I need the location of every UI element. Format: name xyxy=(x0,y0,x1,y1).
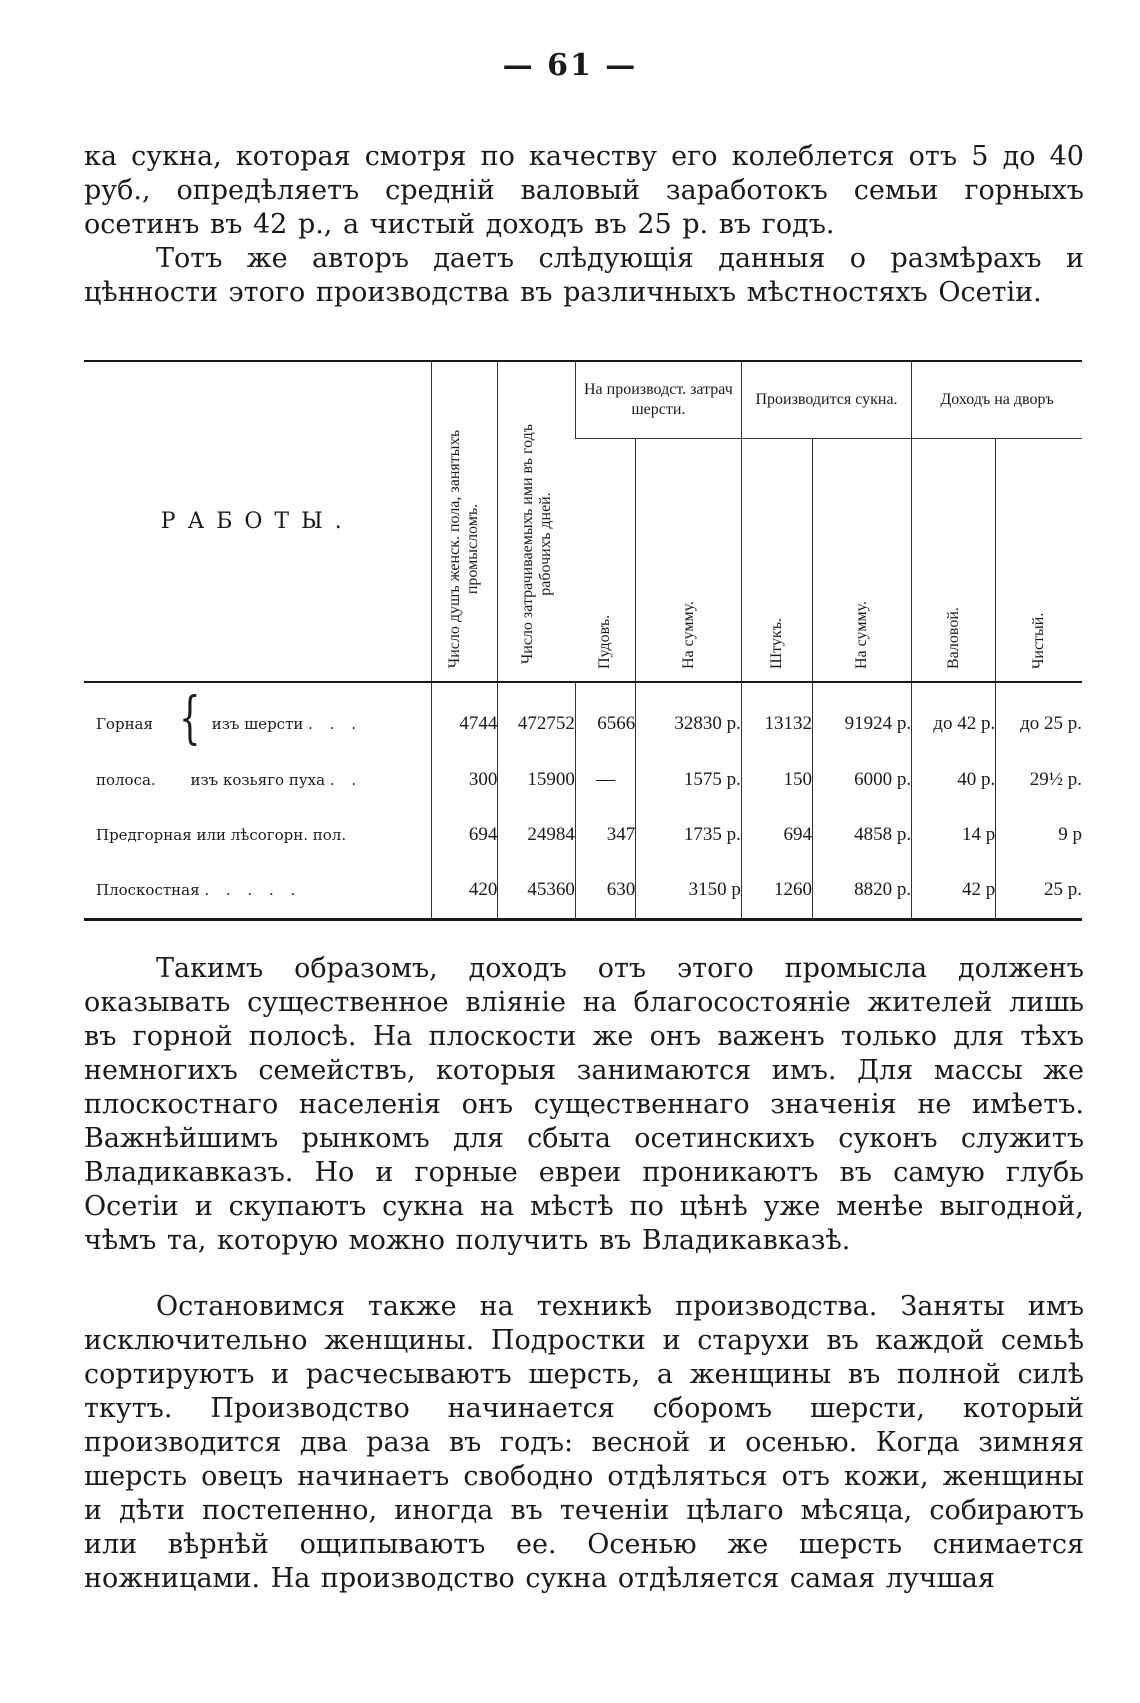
header-sum-cloth xyxy=(813,439,912,683)
cell-days: 24984 xyxy=(498,807,576,862)
group-label-bottom: полоса. xyxy=(96,770,156,789)
cell-days: 15900 xyxy=(498,752,576,807)
table-row xyxy=(84,682,1082,752)
paragraph-intro xyxy=(84,140,1084,310)
header-days-text: Число затрачиваемыхъ ими въ годъ рабочихъ дней. xyxy=(518,423,554,665)
header-souls xyxy=(431,362,498,682)
header-net-text: Чистый. xyxy=(1030,612,1048,669)
table-row xyxy=(84,807,1082,862)
cell-souls: 4744 xyxy=(431,682,498,752)
header-group-cloth: Производится сукна. xyxy=(741,362,911,439)
cell-net: до 25 р. xyxy=(996,682,1082,752)
row-label xyxy=(84,682,431,752)
production-table xyxy=(84,360,1082,921)
row-label xyxy=(84,807,431,862)
paragraph-intro-second: Тотъ же авторъ даетъ слѣдующiя данныя о размѣрахъ и цѣнности этого производства въ различныхъ мѣстностяхъ Осетiи. xyxy=(84,243,1084,308)
brace-icon: { xyxy=(179,686,201,751)
cell-days: 472752 xyxy=(498,682,576,752)
header-sum-wool-text: На сумму. xyxy=(679,601,697,669)
cell-pieces: 1260 xyxy=(741,863,812,918)
cell-sum-cloth: 8820 р. xyxy=(813,863,912,918)
cell-pieces: 694 xyxy=(741,807,812,862)
cell-souls: 420 xyxy=(431,863,498,918)
header-poods-text: Пудовъ. xyxy=(596,614,614,669)
cell-souls: 300 xyxy=(431,752,498,807)
cell-net: 9 р xyxy=(996,807,1082,862)
row-label-text: Предгорная или лѣсогорн. пол. xyxy=(96,826,347,845)
row-label-text: Плоскостная xyxy=(96,881,200,900)
cell-days: 45360 xyxy=(498,863,576,918)
header-works xyxy=(84,362,431,682)
header-pieces xyxy=(741,439,812,683)
cell-poods: — xyxy=(575,752,635,807)
cell-sum-cloth: 6000 р. xyxy=(813,752,912,807)
header-gross xyxy=(912,439,996,683)
cell-sum-wool: 1735 р. xyxy=(636,807,742,862)
cell-net: 29½ р. xyxy=(996,752,1082,807)
cell-souls: 694 xyxy=(431,807,498,862)
cell-sum-cloth: 4858 р. xyxy=(813,807,912,862)
row-dots: . . . . . xyxy=(204,881,302,900)
cell-sum-cloth: 91924 р. xyxy=(813,682,912,752)
table-row xyxy=(84,752,1082,807)
header-net xyxy=(996,439,1082,683)
cell-gross: до 42 р. xyxy=(912,682,996,752)
cell-sum-wool: 32830 р. xyxy=(636,682,742,752)
row-label xyxy=(84,863,431,918)
header-souls-text: Число душъ женск. пола, занятыхъ промысломъ. xyxy=(446,429,482,669)
row-label xyxy=(84,752,431,807)
cell-pieces: 150 xyxy=(741,752,812,807)
paragraph-conclusion-text: Такимъ образомъ, доходъ отъ этого промысла долженъ оказывать существенное влiянiе на благосостоянiе жителей лишь въ горной полосѣ. На плоскости же онъ важенъ только для тѣхъ немногихъ семействъ, которыя занимаются имъ. Для массы же плоскостнаго населенiя онъ существеннаго значенiя не имѣетъ. Важнѣйшимъ рынкомъ для сбыта осетинскихъ суконъ служитъ Владикавказъ. Но и горные евреи проникаютъ въ самую глубь Осетiи и скупаютъ сукна на мѣстѣ по цѣнѣ уже менѣе выгодной, чѣмъ та, которую можно получить въ Владикавказѣ. xyxy=(84,953,1084,1256)
cell-pieces: 13132 xyxy=(741,682,812,752)
row-dots: . . . xyxy=(308,714,362,733)
paragraph-technique xyxy=(84,1290,1084,1596)
cell-sum-wool: 1575 р. xyxy=(636,752,742,807)
row-label-text: изъ козьяго пуха xyxy=(190,770,326,789)
page-number: — 61 — xyxy=(502,48,638,83)
cell-poods: 6566 xyxy=(575,682,635,752)
header-group-wool: На производст. затрач шерсти. xyxy=(575,362,741,439)
cell-gross: 40 р. xyxy=(912,752,996,807)
cell-poods: 630 xyxy=(575,863,635,918)
header-works-text: РАБОТЫ. xyxy=(160,509,354,534)
table-row xyxy=(84,863,1082,918)
row-dots: . . xyxy=(329,770,363,789)
paragraph-intro-text: ка сукна, которая смотря по качеству его колеблется отъ 5 до 40 руб., опредѣляетъ среднiй валовый заработокъ семьи горныхъ осетинъ въ 42 р., а чистый доходъ въ 25 р. въ годъ. xyxy=(84,141,1084,240)
cell-net: 25 р. xyxy=(996,863,1082,918)
row-label-text: изъ шерсти xyxy=(211,714,304,733)
header-pieces-text: Штукъ. xyxy=(767,618,785,669)
cell-gross: 14 р xyxy=(912,807,996,862)
paragraph-conclusion xyxy=(84,952,1084,1258)
header-days xyxy=(498,362,576,682)
cell-gross: 42 р xyxy=(912,863,996,918)
cell-sum-wool: 3150 р xyxy=(636,863,742,918)
paragraph-technique-text: Остановимся также на техникѣ производства. Заняты имъ исключительно женщины. Подростки и старухи въ каждой семьѣ сортируютъ и расчесываютъ шерсть, а женщины въ полной силѣ ткутъ. Производство начинается сборомъ шерсти, который производится два раза въ годъ: весной и осенью. Когда зимняя шерсть овецъ начинаетъ свободно отдѣляться отъ кожи, женщины и дѣти постепенно, иногда въ теченiи цѣлаго мѣсяца, собираютъ или вѣрнѣй ощипываютъ ее. Осенью же шерсть снимается ножницами. На производство сукна отдѣляется самая лучшая xyxy=(84,1291,1084,1594)
header-sum-wool xyxy=(636,439,742,683)
cell-poods: 347 xyxy=(575,807,635,862)
header-gross-text: Валовой. xyxy=(944,607,962,669)
header-group-income: Доходъ на дворъ xyxy=(912,362,1082,439)
group-label-top: Горная xyxy=(96,714,153,733)
header-sum-cloth-text: На сумму. xyxy=(853,601,871,669)
header-poods xyxy=(575,439,635,683)
